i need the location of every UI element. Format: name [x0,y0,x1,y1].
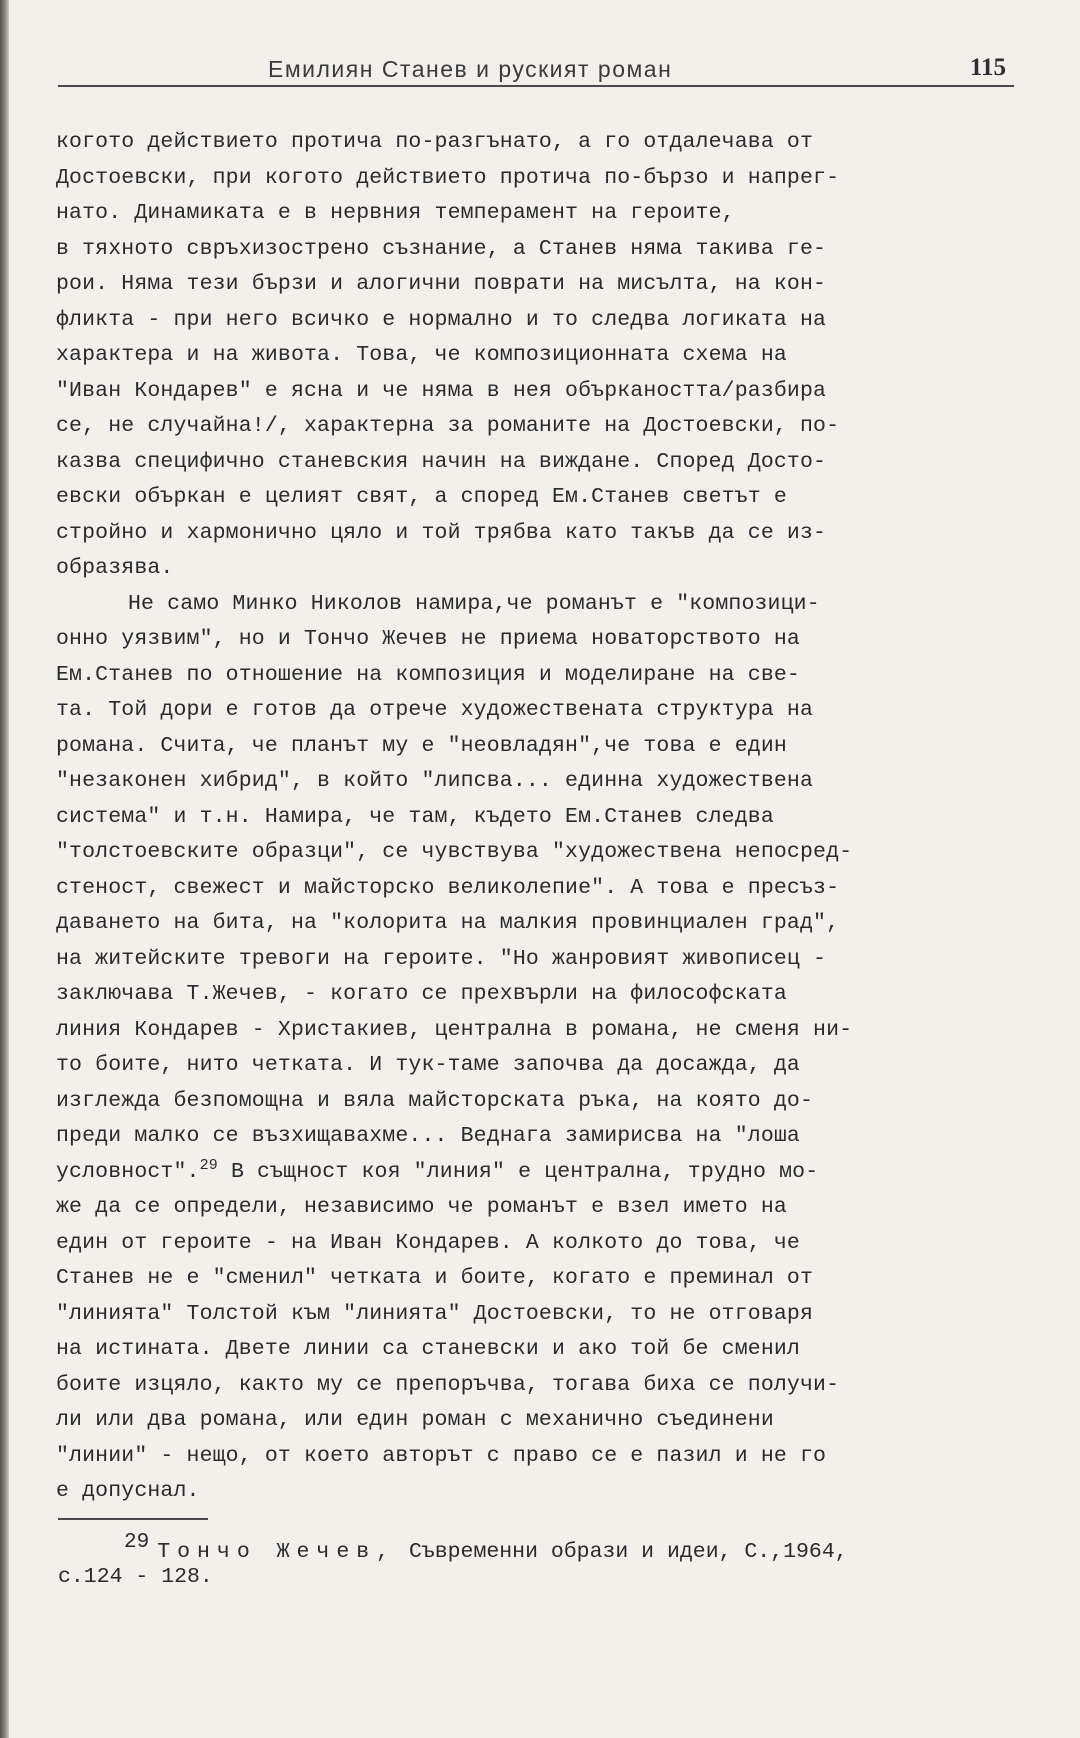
text-line: онно уязвим", но и Тончо Жечев не приема новаторството на [56,627,800,651]
running-title: Емилиян Станев и руският роман [268,56,673,82]
footnote-separator [58,1518,208,1520]
footnote-pages: с.124 - 128. [58,1565,213,1589]
text-line: Достоевски, при когото действието протича по-бързо и напрег- [56,165,840,190]
footnote-author: Тончо Жечев, [157,1540,397,1564]
text-line: евски объркан е целият свят, а според Ем.Станев светът е [56,485,787,509]
text-line: рои. Няма тези бързи и алогични поврати на мисълта, на кон- [56,272,827,296]
text-line: то боите, нито четката. И тук-таме започва да досажда, да [56,1053,800,1077]
text-line: стеност, свежест и майсторско великолепие". А това е пресъз- [56,875,840,900]
text-line: "линии" - нещо, от което авторът с право се е пазил и не го [56,1443,827,1468]
text-line: е допуснал. [56,1479,200,1503]
text-line: даването на бита, на "колорита на малкия провинциален град", [56,911,840,935]
text-line: на житейските тревоги на героите. "Но жанровият живописец - [56,946,827,971]
text-line: заключава Т.Жечев, - когато се прехвърли на философската [56,982,787,1006]
text-line: изглежда безпомощна и вяла майсторската ръка, на която до- [56,1088,814,1113]
text-line: на истината. Двете линии са станевски и ако той бе сменил [56,1337,800,1361]
footnote-marker: 29 [124,1531,150,1554]
text-line: же да се определи, независимо че романът е взел името на [56,1195,787,1219]
text-line: "толстоевските образци", се чувствува "художествена непосред- [56,840,853,864]
text-line: нато. Динамиката е в нервния темперамент на героите, [56,201,735,225]
text-line: когото действието протича по-разгънато, а го отдалечава от [56,130,814,154]
header-rule [58,85,1014,87]
text-line: "Иван Кондарев" е ясна и че няма в нея объркаността/разбира [56,378,827,403]
text-line: "незаконен хибрид", в който "липсва... единна художествена [56,769,814,793]
text-segment: В същност коя "линия" е централна, трудно мо- [217,1159,819,1184]
page-number: 115 [969,54,1006,81]
footnote [58,1525,1018,1595]
text-line-with-footnote-ref [56,1155,1026,1191]
text-line: та. Той дори е готов да отрече художествената структура на [56,698,814,722]
text-line: система" и т.н. Намира, че там, където Ем.Станев следва [56,804,774,829]
text-line: преди малко се възхищавахме... Веднага замирисва на "лоша [56,1124,800,1148]
text-line: образява. [56,556,174,580]
paragraph-2 [56,587,1026,1510]
text-line: характера и на живота. Това, че композиционната схема на [56,343,787,367]
text-line: романа. Счита, че планът му е "неовладян",че това е един [56,733,787,758]
text-line: боите изцяло, както му се препоръчва, тогава биха се получи- [56,1372,840,1397]
footnote-line [58,1525,1018,1564]
text-line: се, не случайна!/, характерна за романите на Достоевски, по- [56,414,840,438]
footnote-citation: Съвременни образи и идеи, С.,1964, [396,1540,848,1564]
text-line: казва специфично станевския начин на виждане. Според Досто- [56,449,827,474]
body-text [56,125,1026,1510]
text-line: Ем.Станев по отношение на композиция и моделиране на све- [56,662,800,687]
running-header [58,52,1014,92]
text-line: един от героите - на Иван Кондарев. А колкото до това, че [56,1230,800,1255]
page-edge-shadow [0,0,9,1738]
text-line: Станев не е "сменил" четката и боите, когато е преминал от [56,1266,814,1290]
paragraph-1 [56,125,1026,587]
text-line: стройно и хармонично цяло и той трябва като такъв да се из- [56,520,827,545]
text-segment: условност". [56,1159,200,1184]
text-line: ли или два романа, или един роман с механично съединени [56,1408,774,1432]
text-line: фликта - при него всичко е нормално и то следва логиката на [56,307,827,332]
text-line: линия Кондарев - Христакиев, централна в романа, не сменя ни- [56,1017,853,1042]
text-line: "линията" Толстой към "линията" Достоевски, то не отговаря [56,1301,814,1326]
text-line: Не само Минко Николов намира,че романът е "композици- [128,591,820,616]
text-line: в тяхното свръхизострено съзнание, а Станев няма такива ге- [56,236,827,261]
footnote-reference: 29 [199,1156,218,1174]
